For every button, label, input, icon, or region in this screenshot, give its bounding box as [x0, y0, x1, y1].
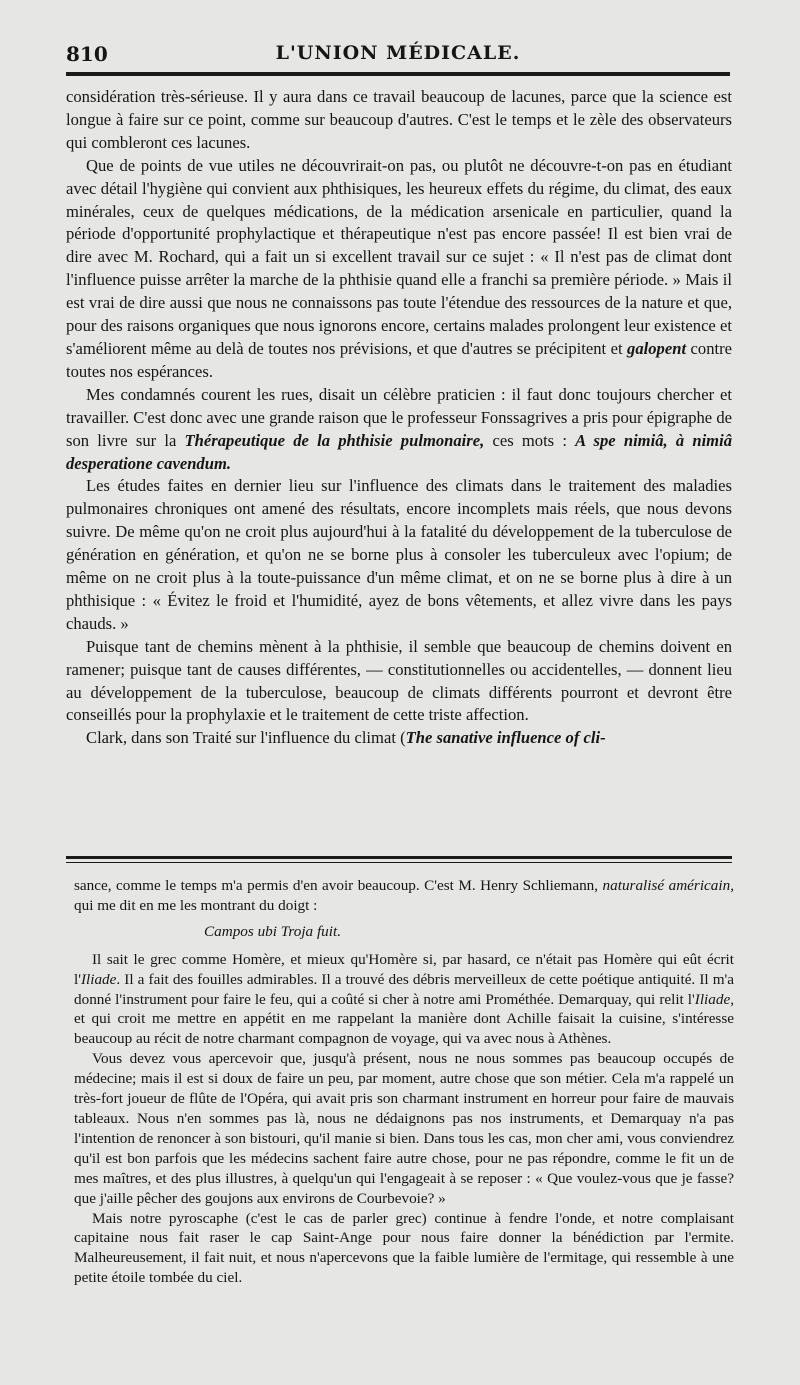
- paragraph-text: ces mots :: [484, 430, 576, 450]
- paragraph-text: Vous devez vous apercevoir que, jusqu'à présent, nous ne nous sommes pas beaucoup occupés de médecine; mais il est si doux de faire un peu, par moment, autre chose que son métier. Cela m'a rappelé un très-fort joueur de flûte de l'Opéra, qui avait pris son charmant instrument en horreur pour faire de mauvais tableaux. Nous n'en sommes pas là, nous ne dédaignons pas nos instruments, et Demarquay n'a pas l'intention de renoncer à son bistouri, qu'il manie si bien. Dans tous les cas, mon cher ami, vous conviendrez qu'il est bon parfois que les médecins sachent faire autre chose, pour ne pas répondre, comme le fit un de mes maîtres, et des plus illustres, à quelqu'un qui l'engageait à se reposer : « Que voulez-vous que je fasse? que j'aille pêcher des goujons aux environs de Courbevoie? »: [74, 1050, 734, 1207]
- italic-naturalise: naturalisé américain,: [602, 877, 734, 894]
- latin-quote: Campos ubi Troja fuit.: [204, 922, 341, 940]
- feuilleton-section: [74, 876, 734, 1288]
- paragraph-text: Puisque tant de chemins mènent à la phthisie, il semble que beaucoup de chemins doivent en ramener; puisque tant de causes différentes, — constitutionnelles ou accidentelles, — donnent lieu au développement de la tuberculose, beaucoup de climats différents pourront et devront être conseillés pour la prophylaxie et le traitement de cette triste affection.: [66, 636, 732, 725]
- paragraph-text: Mais notre pyroscaphe (c'est le cas de parler grec) continue à fendre l'onde, et notre complaisant capitaine nous fait raser le cap Saint-Ange pour nous faire donner la bénédiction par l'ermite. Malheureusement, il fait nuit, et nous n'apercevons que la faible lumière de l'ermitage, qui ressemble à une petite étoile tombée du ciel.: [74, 1209, 734, 1287]
- italic-word-galopent: galopent: [627, 338, 687, 358]
- feuilleton-paragraph-3: [74, 1209, 734, 1289]
- paragraph-5: [66, 636, 732, 728]
- paragraph-text: Clark, dans son Traité sur l'influence du climat (: [86, 728, 406, 748]
- italic-iliade: Iliade: [80, 970, 117, 988]
- paragraph-text: Les études faites en dernier lieu sur l'influence des climats dans le traitement des maladies pulmonaires chroniques ont amené des résultats, encore incomplets mais réels, que nous devons suivre. De même qu'on ne croit plus aujourd'hui à la fatalité du développement de la tuberculose de génération en génération, et qu'on ne se borne plus à consoler les tuberculeux avec l'opium; de même on ne croit plus à la toute-puissance d'un même climat, et on ne se borne plus à dire à un phthisique : « Évitez le froid et l'humidité, ayez de bons vêtements, et allez vivre dans les pays chauds. »: [66, 476, 732, 633]
- paragraph-text: qui me dit en me les montrant du doigt :: [74, 896, 318, 914]
- paragraph-text: Mes condamnés courent les rues, disait un célèbre praticien : il faut donc toujours chercher et travailler. C'est donc avec une grande raison que le professeur Fonssagrives a pris pour épigraphe de son livre sur la: [66, 384, 732, 450]
- paragraph-text: Il sait le grec comme Homère, et mieux qu'Homère si, par hasard, ce n'était pas Homère qui eût écrit l': [74, 950, 734, 988]
- paragraph-6: [66, 727, 732, 750]
- book-title: Thérapeutique de la phthisie pulmonaire,: [184, 430, 485, 450]
- paragraph-text: considération très-sérieuse. Il y aura dans ce travail beaucoup de lacunes, parce que la science est longue à faire sur ce point, comme sur beaucoup d'autres. C'est le temps et le zèle des observateurs qui combleront ces lacunes.: [66, 87, 732, 152]
- paragraph-text: . Il a fait des fouilles admirables. Il a trouvé des débris merveilleux de cette poétique antiquité. Il m'a donné l'instrument pour faire le feu, qui a coûté si cher à notre ami Prométhée. Demarquay, qui relit l': [74, 970, 734, 1008]
- paragraph-text: sance, comme le temps m'a permis d'en avoir beaucoup. C'est M. Henry Schliemann,: [74, 877, 603, 894]
- paragraph-2: [66, 155, 732, 384]
- italic-iliade: Iliade: [694, 990, 731, 1008]
- paragraph-text: contre toutes nos espérances.: [66, 338, 732, 381]
- feuilleton-paragraph-2: [74, 1049, 734, 1208]
- main-article: [66, 86, 732, 750]
- feuilleton-paragraph-1: [74, 950, 734, 1050]
- feuilleton-opening: [74, 876, 734, 916]
- feuilleton-separator: [66, 856, 732, 859]
- paragraph-3: [66, 384, 732, 476]
- page-header: [66, 36, 730, 72]
- journal-title: L'UNION MÉDICALE.: [275, 42, 521, 64]
- epigraph-latin: A spe nimiâ, à nimiâ desperatione cavendum.: [66, 430, 732, 473]
- page-number: 810: [66, 42, 108, 66]
- english-title: The sanative influence of cli-: [405, 728, 606, 748]
- header-rule: [66, 72, 730, 76]
- paragraph-text: Que de points de vue utiles ne découvrirait-on pas, ou plutôt ne découvre-t-on pas en étudiant avec détail l'hygiène qui convient aux phthisiques, les heureux effets du régime, du climat, des eaux minérales, ceux de quelques médications, de la médication arsenicale en particulier, quand la période d'opportunité prophylactique et thérapeutique n'est pas encore passée! Il est bien vrai de dire avec M. Rochard, qui a fait un si excellent travail sur ce sujet : « Il n'est pas de climat dont l'influence puisse arrêter la marche de la phthisie quand elle a franchi sa première période. » Mais il est vrai de dire aussi que nous ne connaissons pas toute l'étendue des ressources de la nature et que, pour des raisons organiques que nous ignorons encore, certains malades prolongent leur existence et s'améliorent même au delà de toutes nos prévisions, et que d'autres se précipitent et: [66, 155, 732, 358]
- paragraph-4: [66, 475, 732, 635]
- paragraph-text: , et qui croit me mettre en appétit en me rappelant la manière dont Achille faisait la cuisine, s'intéresse beaucoup au récit de notre charmant compagnon de voyage, qui va avec nous à Athènes.: [74, 990, 734, 1048]
- paragraph-1: [66, 86, 732, 155]
- feuilleton-separator-thin: [66, 862, 732, 863]
